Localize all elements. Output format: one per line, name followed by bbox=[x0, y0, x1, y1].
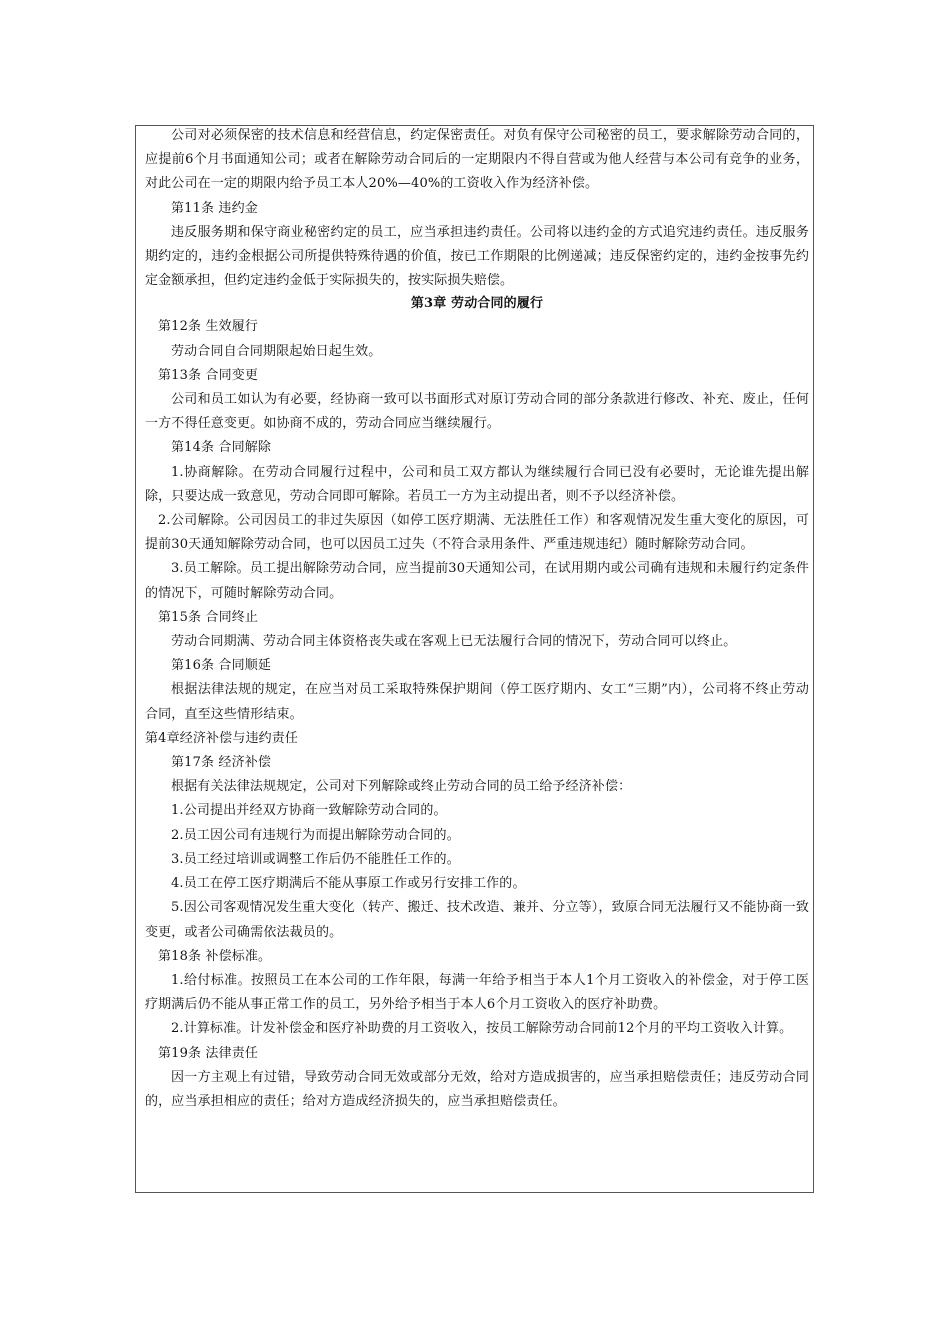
paragraph-company-termination: 2.公司解除。公司因员工的非过失原因（如停工医疗期满、无法胜任工作）和客观情况发生重大变化的原因，可提前30天通知解除劳动合同，也可以因员工过失（不符合录用条件、严重违规违纪）随时解除劳动合同。 bbox=[145, 513, 809, 553]
list-item: 5.因公司客观情况发生重大变化（转产、搬迁、技术改造、兼并、分立等），致原合同无法履行又不能协商一致变更，或者公司确需依法裁员的。 bbox=[145, 900, 809, 940]
article-13-heading: 第13条 合同变更 bbox=[158, 367, 259, 383]
article-19-heading: 第19条 法律责任 bbox=[158, 1045, 259, 1061]
paragraph-contract-end: 劳动合同期满、劳动合同主体资格丧失或在客观上已无法履行合同的情况下，劳动合同可以终止。 bbox=[171, 634, 737, 650]
paragraph-change: 公司和员工如认为有必要，经协商一致可以书面形式对原订劳动合同的部分条款进行修改、补充、废止，任何一方不得任意变更。如协商不成的，劳动合同应当继续履行。 bbox=[145, 392, 809, 432]
paragraph-mutual-termination: 1.协商解除。在劳动合同履行过程中，公司和员工双方都认为继续履行合同已没有必要时，无论谁先提出解除，只要达成一致意见，劳动合同即可解除。若员工一方为主动提出者，则不予以经济补偿。 bbox=[145, 464, 809, 504]
paragraph-employee-termination: 3.员工解除。员工提出解除劳动合同，应当提前30天通知公司，在试用期内或公司确有违规和未履行约定条件的情况下，可随时解除劳动合同。 bbox=[145, 561, 809, 601]
list-item: 2.员工因公司有违规行为而提出解除劳动合同的。 bbox=[171, 827, 460, 843]
paragraph-penalty: 违反服务期和保守商业秘密约定的员工，应当承担违约责任。公司将以违约金的方式追究违约责任。违反服务期约定的，违约金根据公司所提供特殊待遇的价值，按已工作期限的比例递减；违反保密约定的，违约金按事先约定金额承担，但约定违约金低于实际损失的，按实际损失赔偿。 bbox=[145, 224, 809, 289]
paragraph-extension: 根据法律法规的规定，在应当对员工采取特殊保护期间（停工医疗期内、女工“三期”内），公司将不终止劳动合同，直至这些情形结束。 bbox=[145, 682, 809, 722]
paragraph-payment-standard: 1.给付标准。按照员工在本公司的工作年限，每满一年给予相当于本人1个月工资收入的补偿金，对于停工医疗期满后仍不能从事正常工作的员工，另外给予相当于本人6个月工资收入的医疗补助费。 bbox=[145, 972, 809, 1013]
article-16-heading: 第16条 合同顺延 bbox=[171, 658, 272, 674]
paragraph-effective: 劳动合同自合同期限起始日起生效。 bbox=[171, 343, 382, 359]
article-11-heading: 第11条 违约金 bbox=[171, 200, 258, 216]
article-12-heading: 第12条 生效履行 bbox=[158, 319, 259, 335]
article-17-heading: 第17条 经济补偿 bbox=[171, 755, 272, 771]
paragraph-legal-liability: 因一方主观上有过错，导致劳动合同无效或部分无效，给对方造成损害的，应当承担赔偿责任；违反劳动合同的，应当承担相应的责任；给对方造成经济损失的，应当承担赔偿责任。 bbox=[145, 1069, 809, 1109]
list-item: 4.员工在停工医疗期满后不能从事原工作或另行安排工作的。 bbox=[171, 876, 526, 892]
list-item: 1.公司提出并经双方协商一致解除劳动合同的。 bbox=[171, 803, 447, 819]
chapter-4-heading: 第4章经济补偿与违约责任 bbox=[145, 730, 299, 746]
list-item: 3.员工经过培训或调整工作后仍不能胜任工作的。 bbox=[171, 851, 460, 867]
article-15-heading: 第15条 合同终止 bbox=[158, 609, 259, 625]
paragraph-compensation-intro: 根据有关法律法规规定，公司对下列解除或终止劳动合同的员工给予经济补偿： bbox=[171, 779, 632, 795]
chapter-3-heading: 第3章 劳动合同的履行 bbox=[410, 296, 544, 312]
document-body bbox=[145, 124, 809, 1114]
article-18-heading: 第18条 补偿标准。 bbox=[158, 948, 272, 964]
paragraph-confidentiality: 公司对必须保密的技术信息和经营信息，约定保密责任。对负有保守公司秘密的员工，要求解除劳动合同的，应提前6个月书面通知公司；或者在解除劳动合同后的一定期限内不得自营或为他人经营与本公司有竞争的业务，对此公司在一定的期限内给予员工本人20%—40%的工资收入作为经济补偿。 bbox=[145, 128, 809, 192]
article-14-heading: 第14条 合同解除 bbox=[171, 440, 272, 456]
paragraph-calculation-standard: 2.计算标准。计发补偿金和医疗补助费的月工资收入，按员工解除劳动合同前12个月的平均工资收入计算。 bbox=[171, 1021, 793, 1037]
